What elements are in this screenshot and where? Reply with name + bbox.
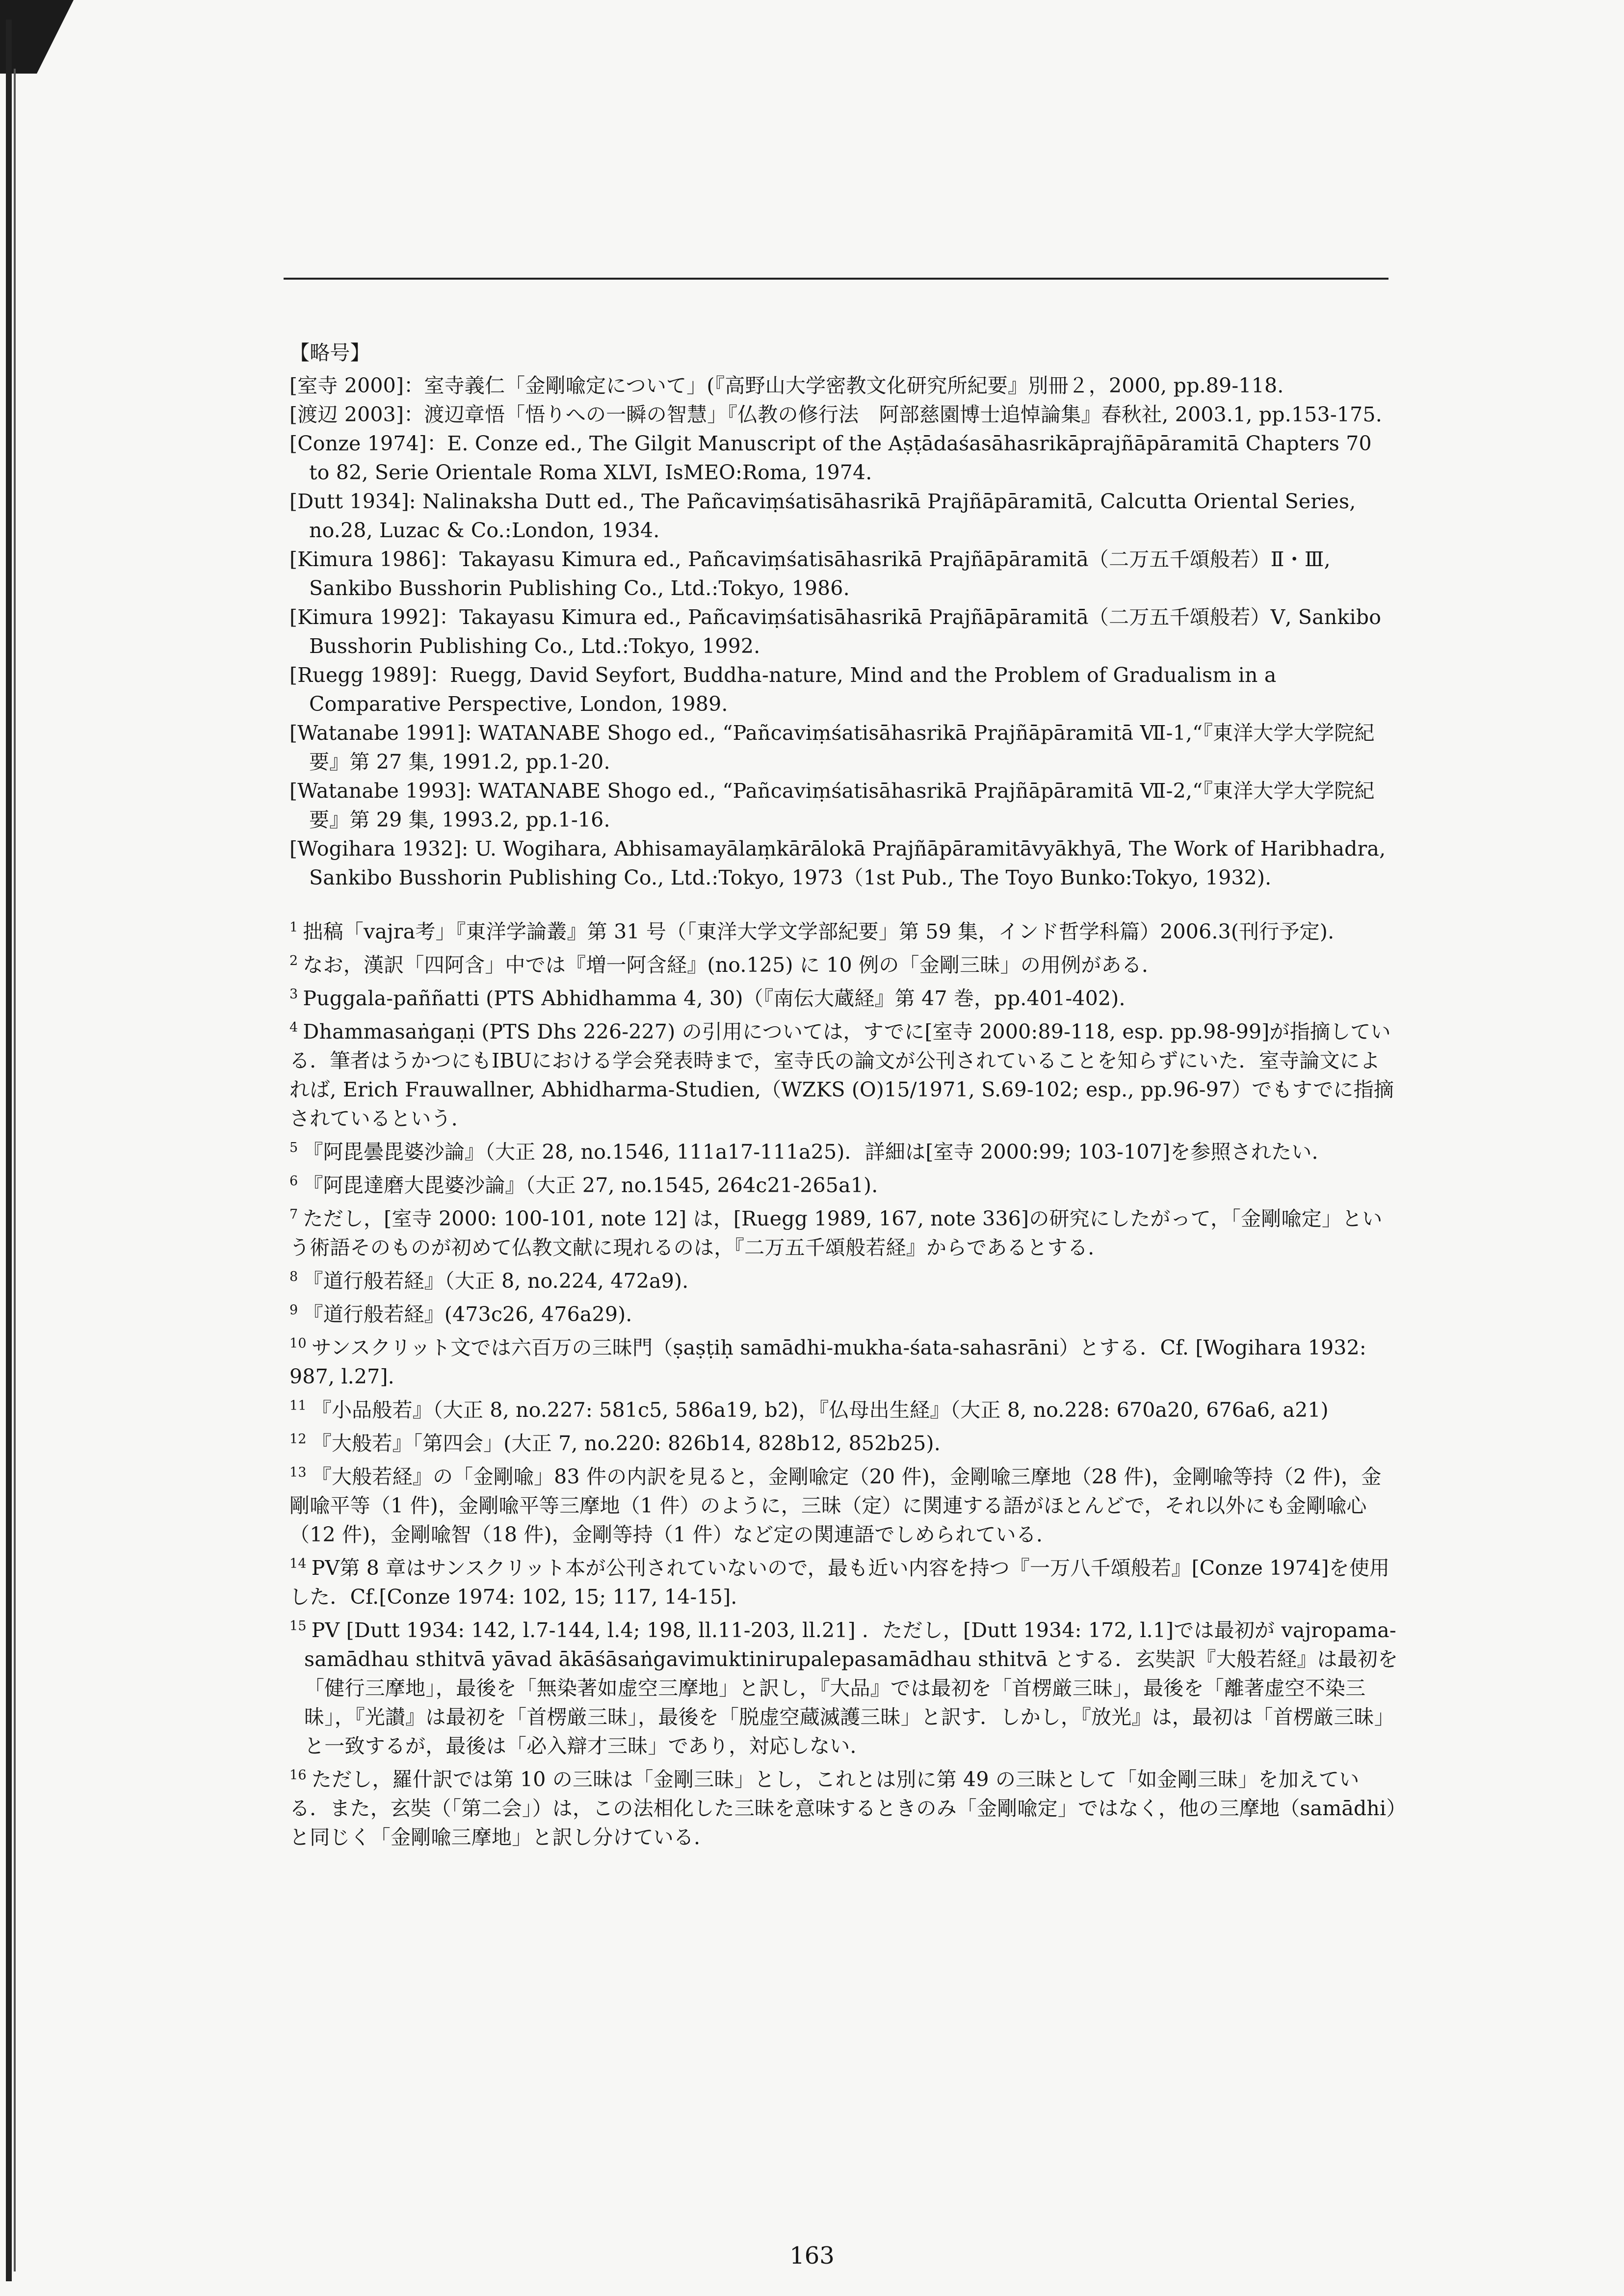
reference-entry: [Wogihara 1932]: U. Wogihara, Abhisamayālaṃkārālokā Prajñāpāramitāvyākhyā, The Work of Haribhadra, Sankibo Busshorin Publishing Co., Ltd.:Tokyo, 1973（1st Pub., The Toyo Bunko:Tokyo, 1932). bbox=[289, 837, 1386, 889]
footnote bbox=[289, 1549, 1398, 1612]
footnote bbox=[289, 1458, 1398, 1549]
reference-entry: [Watanabe 1993]: WATANABE Shogo ed., “Pañcaviṃśatisāhasrikā Prajñāpāramitā Ⅶ-2,“『東洋大学大学院紀要』第 29 集, 1993.2, pp.1-16. bbox=[289, 779, 1375, 832]
footnote-text: 『阿毘曇毘婆沙論』（大正 28, no.1546, 111a17-111a25)．詳細は[室寺 2000:99; 103-107]を参照されたい. bbox=[303, 1140, 1318, 1164]
footnote-number: 1 bbox=[289, 920, 298, 935]
footnote bbox=[289, 1167, 1398, 1200]
footnote-list bbox=[289, 913, 1398, 1852]
footnote-number: 2 bbox=[289, 953, 298, 968]
page-number: 163 bbox=[789, 2242, 835, 2270]
footnote-number: 14 bbox=[289, 1556, 307, 1571]
page-content bbox=[289, 339, 1398, 1852]
footnote-number: 5 bbox=[289, 1140, 298, 1155]
footnote-text: なお，漢訳「四阿含」中では『増一阿含経』(no.125) に 10 例の「金剛三昧」の用例がある. bbox=[303, 953, 1149, 977]
footnote-text: ただし，[室寺 2000: 100-101, note 12] は，[Ruegg 1989, 167, note 336]の研究にしたがって，「金剛喩定」という術語そのものが初めて仏教文献に現れるのは，『二万五千頌般若経』からであるとする. bbox=[289, 1207, 1383, 1259]
footnote-text: 拙稿「vajra考」『東洋学論叢』第 31 号（「東洋大学文学部紀要」第 59 集，インド哲学科篇）2006.3(刊行予定). bbox=[303, 920, 1335, 943]
footnote-number: 13 bbox=[289, 1465, 307, 1480]
footnote bbox=[289, 1391, 1398, 1425]
footnote bbox=[289, 946, 1398, 980]
footnote-text: PV [Dutt 1934: 142, l.7-144, l.4; 198, ll.11-203, ll.21] ．ただし，[Dutt 1934: 172, l.1]では最初が vajropama-samādhau sthitvā yāvad ākāśāsaṅgavimuktinirupalepasamādhau sthitvā とする．玄奘訳『大般若経』は最初を「健行三摩地」，最後を「無染著如虚空三摩地」と訳し，『大品』では最初を「首楞厳三昧」，最後を「離著虚空不染三昧」，『光讃』は最初を「首楞厳三昧」，最後を「脱虚空蔵滅護三昧」と訳す．しかし，『放光』は，最初は「首楞厳三昧」と一致するが，最後は「必入辯才三昧」であり，対応しない. bbox=[304, 1618, 1398, 1758]
footnote-text: Dhammasaṅgaṇi (PTS Dhs 226-227) の引用については，すでに[室寺 2000:89-118, esp. pp.98-99]が指摘している．筆者はうかつにもIBUにおける学会発表時まで，室寺氏の論文が公刊されていることを知らずにいた．室寺論文によれば, Erich Frauwallner, Abhidharma-Studien,（WZKS (O)15/1971, S.69-102; esp., pp.96-97）でもすでに指摘されているという. bbox=[289, 1020, 1394, 1130]
footnote bbox=[289, 1013, 1398, 1133]
abbreviations-heading: 【略号】 bbox=[289, 341, 370, 365]
footnote-text: 『阿毘達磨大毘婆沙論』（大正 27, no.1545, 264c21-265a1). bbox=[303, 1174, 878, 1197]
footnote-number: 7 bbox=[289, 1207, 298, 1222]
footnote bbox=[289, 913, 1398, 946]
footnote-number: 9 bbox=[289, 1303, 298, 1318]
footnote-text: 『大般若経』の「金剛喩」83 件の内訳を見ると，金剛喩定（20 件)，金剛喩三摩地（28 件)，金剛喩等持（2 件)，金剛喩平等（1 件)，金剛喩平等三摩地（1 件）のように，三昧（定）に関連する語がほとんどで，それ以外にも金剛喩心（12 件)，金剛喩智（18 件)，金剛等持（1 件）など定の関連語でしめられている. bbox=[289, 1465, 1382, 1546]
footnote-text: 『大般若』「第四会」(大正 7, no.220: 826b14, 828b12, 852b25). bbox=[311, 1432, 941, 1455]
footnote-separator-rule bbox=[284, 278, 1388, 280]
reference-list bbox=[289, 371, 1398, 892]
footnote-text: 『小品般若』（大正 8, no.227: 581c5, 586a19, b2)，『仏母出生経』（大正 8, no.228: 670a20, 676a6, a21) bbox=[311, 1398, 1329, 1422]
scanned-binding-edge bbox=[0, 0, 44, 2296]
binding-edge-line bbox=[6, 20, 12, 2281]
footnote-text: PV第 8 章はサンスクリット本が公刊されていないので，最も近い内容を持つ『一万八千頌般若』[Conze 1974]を使用した．Cf.[Conze 1974: 102, 15; 117, 14-15]. bbox=[289, 1556, 1390, 1609]
footnote-number: 12 bbox=[289, 1432, 307, 1447]
footnote bbox=[289, 1262, 1398, 1296]
reference-entry: [Kimura 1992]：Takayasu Kimura ed., Pañcaviṃśatisāhasrikā Prajñāpāramitā（二万五千頌般若）Ⅴ, Sankibo Busshorin Publishing Co., Ltd.:Tokyo, 1992. bbox=[289, 605, 1382, 658]
binding-edge-shadow bbox=[14, 69, 16, 2271]
footnote bbox=[289, 1612, 1398, 1761]
footnote-number: 11 bbox=[289, 1398, 307, 1413]
footnote-number: 8 bbox=[289, 1269, 298, 1284]
footnote-text: 『道行般若経』(473c26, 476a29). bbox=[303, 1303, 632, 1326]
footnote bbox=[289, 1761, 1398, 1852]
footnote bbox=[289, 1425, 1398, 1458]
footnote-text: サンスクリット文では六百万の三昧門（ṣaṣṭiḥ samādhi-mukha-śata-sahasrāni）とする．Cf. [Wogihara 1932: 987, l.27]. bbox=[289, 1336, 1366, 1388]
reference-entry: [Ruegg 1989]：Ruegg, David Seyfort, Buddha-nature, Mind and the Problem of Gradualism in a Comparative Perspective, London, 1989. bbox=[289, 663, 1277, 716]
footnote-number: 10 bbox=[289, 1336, 307, 1351]
footnote-text: ただし，羅什訳では第 10 の三昧は「金剛三昧」とし，これとは別に第 49 の三昧として「如金剛三昧」を加えている．また，玄奘（「第二会」）は，この法相化した三昧を意味するときのみ「金剛喩定」ではなく，他の三摩地（samādhi）と同じく「金剛喩三摩地」と訳し分けている. bbox=[289, 1768, 1397, 1849]
footnote-number: 15 bbox=[289, 1618, 307, 1634]
reference-entry: [Conze 1974]：E. Conze ed., The Gilgit Manuscript of the Aṣṭādaśasāhasrikāprajñāpāramitā Chapters 70 to 82, Serie Orientale Roma XLVI, IsMEO:Roma, 1974. bbox=[289, 432, 1372, 484]
reference-entry: [渡辺 2003]：渡辺章悟「悟りへの一瞬の智慧」『仏教の修行法 阿部慈園博士追悼論集』春秋社, 2003.1, pp.153-175. bbox=[289, 403, 1382, 426]
footnote bbox=[289, 980, 1398, 1013]
footnote-number: 16 bbox=[289, 1768, 307, 1783]
footnote bbox=[289, 1200, 1398, 1262]
reference-entry: [Dutt 1934]: Nalinaksha Dutt ed., The Pañcaviṃśatisāhasrikā Prajñāpāramitā, Calcutta Oriental Series, no.28, Luzac & Co.:London, 1934. bbox=[289, 490, 1356, 542]
footnote bbox=[289, 1296, 1398, 1329]
reference-entry: [Watanabe 1991]: WATANABE Shogo ed., “Pañcaviṃśatisāhasrikā Prajñāpāramitā Ⅶ-1,“『東洋大学大学院紀要』第 27 集, 1991.2, pp.1-20. bbox=[289, 721, 1375, 774]
reference-entry: [Kimura 1986]：Takayasu Kimura ed., Pañcaviṃśatisāhasrikā Prajñāpāramitā（二万五千頌般若）Ⅱ・Ⅲ, Sankibo Busshorin Publishing Co., Ltd.:Tokyo, 1986. bbox=[289, 548, 1331, 600]
footnote bbox=[289, 1133, 1398, 1167]
footnote-text: 『道行般若経』（大正 8, no.224, 472a9). bbox=[303, 1269, 689, 1293]
footnote-number: 4 bbox=[289, 1020, 298, 1035]
reference-entry: [室寺 2000]：室寺義仁「金剛喩定について」(『高野山大学密教文化研究所紀要』別冊２，2000, pp.89-118. bbox=[289, 374, 1284, 397]
footnote-number: 6 bbox=[289, 1174, 298, 1189]
footnote bbox=[289, 1329, 1398, 1391]
footnote-number: 3 bbox=[289, 987, 298, 1002]
footnote-text: Puggala-paññatti (PTS Abhidhamma 4, 30)（『南伝大蔵経』第 47 巻，pp.401-402). bbox=[303, 987, 1126, 1010]
